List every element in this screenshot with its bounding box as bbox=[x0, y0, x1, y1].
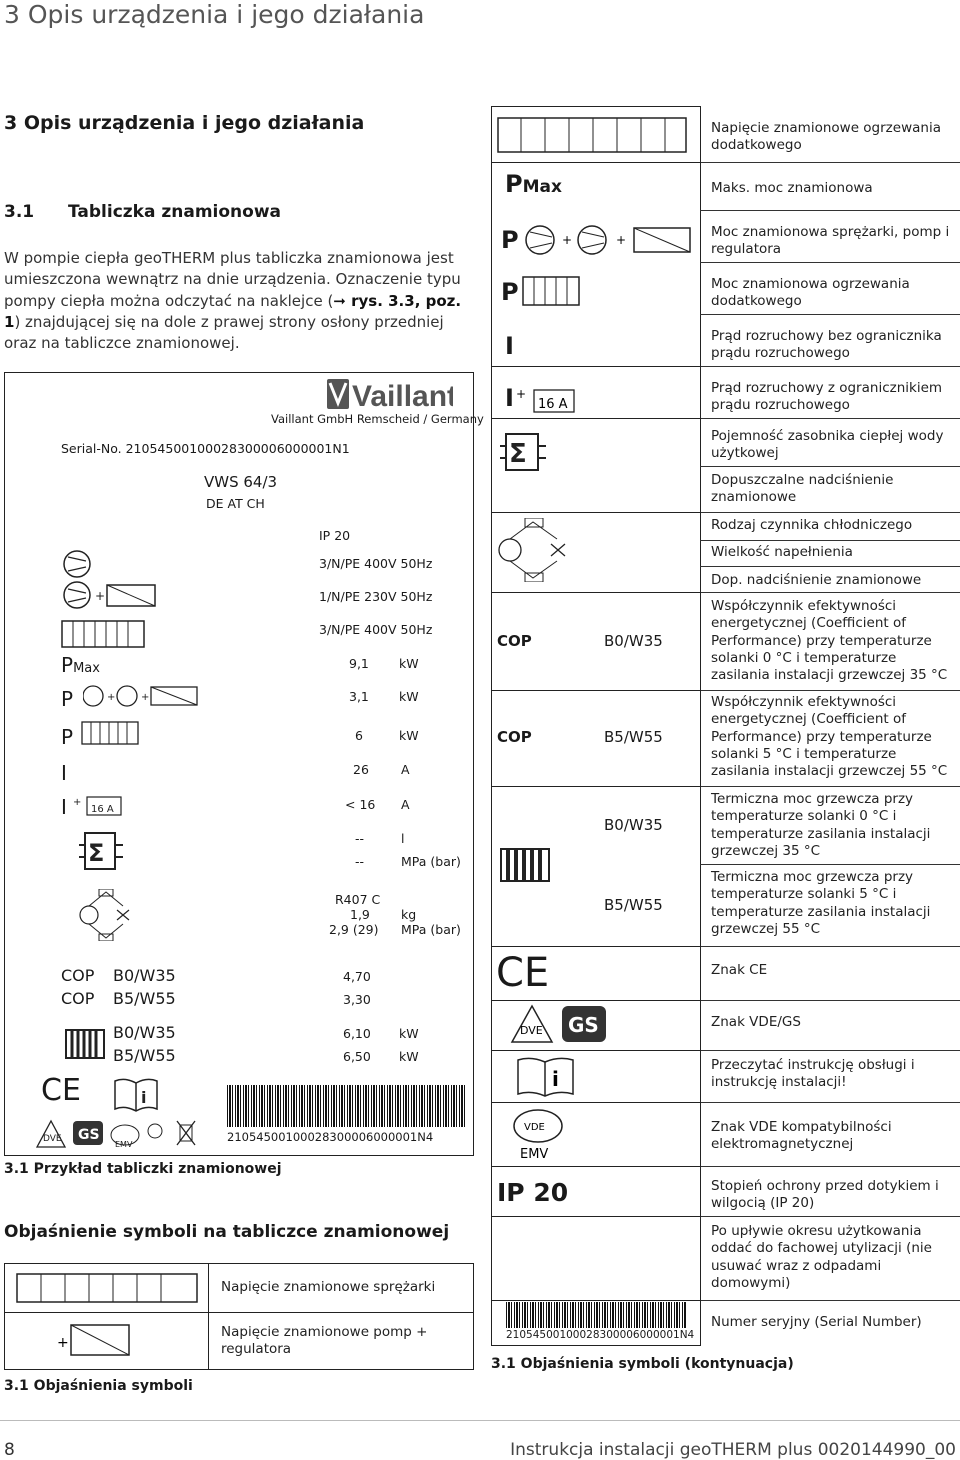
svg-text:16 A: 16 A bbox=[538, 397, 568, 412]
r-cop1-cond: B0/W35 bbox=[604, 632, 663, 650]
fill-value: 1,9 bbox=[350, 907, 370, 922]
r-desc-17: Znak VDE/GS bbox=[711, 1014, 801, 1030]
power-symbol bbox=[83, 684, 213, 710]
r-desc-21: Po upływie okresu użytkowania oddać do fachowej utylizacji (nie usuwać wraz z odpadami domowymi) bbox=[711, 1223, 932, 1291]
countries: DE AT CH bbox=[206, 496, 265, 511]
r-pmax-symbol: PMax bbox=[505, 170, 562, 198]
left-row-2 bbox=[4, 1312, 474, 1370]
r-desc-3: Moc znamionowa sprężarki, pomp i regulatora bbox=[711, 224, 950, 258]
p-heater-symbol: P bbox=[61, 725, 74, 749]
r-desc-8: Dopuszczalne nadciśnienie znamionowe bbox=[711, 472, 894, 506]
r-desc-15: Termiczna moc grzewcza przy temperaturze solanki 5 °C i temperaturze zasilania instalacji grzewczej 55 °C bbox=[711, 869, 931, 937]
r-barcode bbox=[506, 1302, 686, 1328]
i-limited-value: < 16 bbox=[345, 797, 376, 812]
svg-text:Σ: Σ bbox=[88, 839, 105, 867]
r-ip20-symbol: IP 20 bbox=[497, 1178, 569, 1207]
svg-text:DVE: DVE bbox=[43, 1134, 62, 1144]
refrigerant-type: R407 C bbox=[335, 892, 381, 907]
svg-text:16 A: 16 A bbox=[91, 804, 114, 815]
r-desc-9: Rodzaj czynnika chłodniczego bbox=[711, 517, 913, 533]
right-caption: 3.1 Objaśnienia symboli (kontynuacja) bbox=[491, 1356, 794, 1372]
tank-volume-unit: l bbox=[401, 831, 405, 846]
heat2-condition: B5/W55 bbox=[113, 1046, 176, 1065]
cop1-label: COP bbox=[61, 966, 95, 985]
r-limiter-symbol bbox=[516, 382, 576, 414]
cop2-condition: B5/W55 bbox=[113, 989, 176, 1008]
cop2-label: COP bbox=[61, 989, 95, 1008]
pump-controller-symbol bbox=[5, 1313, 209, 1369]
r-heater-symbol bbox=[522, 276, 582, 308]
r-desc-12: Współczynnik efektywności energetycznej (Coefficient of Performance) przy temperaturze solanki 0 °C i temperaturze zasilania instalacji grzewczej 35 °C bbox=[711, 598, 948, 684]
svg-text:GS: GS bbox=[78, 1127, 100, 1143]
figure-reference: rys. 3.3, poz. 1 bbox=[4, 291, 462, 331]
intro-text-2: ) znajdującej się na dole z prawej strony osłony przedniej oraz na tabliczce znamionowej. bbox=[4, 312, 444, 353]
svg-text:+: + bbox=[516, 387, 527, 401]
fill-unit: kg bbox=[401, 907, 417, 922]
radiator-symbol bbox=[65, 1027, 105, 1061]
r-cop2-label: COP bbox=[497, 728, 532, 746]
intro-paragraph bbox=[4, 248, 474, 354]
heat1-value: 6,10 bbox=[343, 1026, 371, 1041]
tank-volume-value: -- bbox=[355, 831, 365, 846]
refrigerant-symbol bbox=[79, 889, 133, 941]
svg-text:+: + bbox=[95, 589, 106, 603]
r-heat1-cond: B0/W35 bbox=[604, 816, 663, 834]
arrow-icon: ➞ bbox=[333, 291, 346, 310]
svg-text:i: i bbox=[141, 1088, 147, 1107]
r-desc-22: Numer seryjny (Serial Number) bbox=[711, 1314, 922, 1330]
svg-text:EMV: EMV bbox=[520, 1147, 549, 1162]
r-tank-symbol bbox=[500, 432, 546, 472]
heat2-value: 6,50 bbox=[343, 1049, 371, 1064]
explain-title: Objaśnienie symboli na tabliczce znamionowej bbox=[4, 1222, 450, 1242]
svg-text:+: + bbox=[107, 692, 116, 703]
r-desc-18: Przeczytać instrukcję obsługi i instrukcję instalacji! bbox=[711, 1057, 915, 1091]
ip-rating: IP 20 bbox=[319, 528, 351, 543]
running-header: 3 Opis urządzenia i jego działania bbox=[4, 0, 425, 29]
heat1-condition: B0/W35 bbox=[113, 1023, 176, 1042]
limiter-symbol bbox=[73, 793, 123, 819]
cop1-value: 4,70 bbox=[343, 969, 371, 984]
subsection-title bbox=[4, 202, 281, 222]
r-desc-13: Współczynnik efektywności energetycznej (Coefficient of Performance) przy temperaturze solanki 5 °C i temperaturze zasilania instalacji grzewczej 55 °C bbox=[711, 694, 948, 780]
heater-large-symbol bbox=[497, 116, 689, 156]
pmax-value: 9,1 bbox=[349, 656, 369, 671]
nameplate bbox=[4, 372, 484, 1156]
pmax-p: PMax bbox=[61, 653, 100, 677]
subsection-number: 3.1 bbox=[4, 202, 35, 222]
tank-pressure-unit: MPa (bar) bbox=[401, 854, 461, 869]
cop1-condition: B0/W35 bbox=[113, 966, 176, 985]
p-unit: kW bbox=[399, 689, 419, 704]
voltage-line-3: 3/N/PE 400V 50Hz bbox=[319, 622, 433, 637]
i-symbol: I bbox=[61, 761, 67, 785]
r-ce-mark-icon: CE bbox=[496, 950, 550, 996]
svg-text:GS: GS bbox=[568, 1013, 599, 1037]
plate-barcode-text: 21054500100028300006000001N4 bbox=[227, 1130, 434, 1144]
svg-text:VDE: VDE bbox=[524, 1122, 545, 1133]
svg-text:Σ: Σ bbox=[509, 439, 527, 469]
tank-symbol bbox=[79, 831, 123, 871]
svg-text:+: + bbox=[616, 233, 627, 247]
left-desc-1: Napięcie znamionowe sprężarki bbox=[221, 1279, 436, 1296]
pmax-unit: kW bbox=[399, 656, 419, 671]
manual-icon bbox=[113, 1077, 159, 1113]
r-refrigerant-symbol bbox=[497, 518, 569, 582]
manufacturer: Vaillant GmbH Remscheid / Germany bbox=[271, 412, 484, 426]
i-limited-unit: A bbox=[401, 797, 410, 812]
r-cop2-cond: B5/W55 bbox=[604, 728, 663, 746]
left-desc-2: Napięcie znamionowe pomp + regulatora bbox=[221, 1323, 428, 1357]
brand-text: Vaillant bbox=[352, 380, 453, 411]
figure1-caption: 3.1 Przykład tabliczki znamionowej bbox=[4, 1161, 282, 1177]
refrigerant-pressure-unit: MPa (bar) bbox=[401, 922, 461, 937]
r-manual-icon bbox=[516, 1056, 576, 1098]
intro-text-1: W pompie ciepła geoTHERM plus tabliczka znamionowa jest umieszczona wewnątrz na dnie urządzenia. Oznaczenie typu pompy ciepła można odczytać na naklejce ( bbox=[4, 249, 461, 310]
cop2-value: 3,30 bbox=[343, 992, 371, 1007]
r-desc-16: Znak CE bbox=[711, 962, 768, 978]
svg-text:+: + bbox=[141, 692, 150, 703]
r-barcode-text: 21054500100028300006000001N4 bbox=[506, 1329, 695, 1341]
refrigerant-pressure: 2,9 (29) bbox=[329, 922, 379, 937]
r-p-heater-symbol: P bbox=[501, 278, 519, 306]
serial-number: Serial-No. 21054500100028300006000001N1 bbox=[61, 441, 350, 456]
subsection-text: Tabliczka znamionowa bbox=[68, 202, 282, 222]
r-cop1-label: COP bbox=[497, 632, 532, 650]
r-desc-6: Prąd rozruchowy z ogranicznikiem prądu rozruchowego bbox=[711, 380, 943, 414]
r-i-symbol: I bbox=[505, 332, 514, 360]
voltage-line-2: 1/N/PE 230V 50Hz bbox=[319, 589, 433, 604]
r-desc-2: Maks. moc znamionowa bbox=[711, 180, 873, 196]
heater-mini-symbol bbox=[81, 721, 141, 747]
r-desc-4: Moc znamionowa ogrzewania dodatkowego bbox=[711, 276, 910, 310]
i-unit: A bbox=[401, 762, 410, 777]
tank-pressure-value: -- bbox=[355, 854, 365, 869]
r-desc-14: Termiczna moc grzewcza przy temperaturze solanki 0 °C i temperaturze zasilania instalacji grzewczej 35 °C bbox=[711, 791, 931, 859]
svg-text:+: + bbox=[562, 233, 573, 247]
svg-text:+: + bbox=[73, 797, 82, 808]
section-title: 3 Opis urządzenia i jego działania bbox=[4, 112, 365, 134]
heater-symbol bbox=[5, 1264, 209, 1312]
r-desc-7: Pojemność zasobnika ciepłej wody użytkowej bbox=[711, 428, 944, 462]
r-desc-11: Dop. nadciśnienie znamionowe bbox=[711, 572, 922, 588]
r-vde-gs-icon bbox=[508, 1002, 608, 1046]
r-desc-5: Prąd rozruchowy bez ogranicznika prądu rozruchowego bbox=[711, 328, 942, 362]
svg-text:EMV: EMV bbox=[115, 1140, 133, 1149]
voltage-line-1: 3/N/PE 400V 50Hz bbox=[319, 556, 433, 571]
p-value: 3,1 bbox=[349, 689, 369, 704]
compressor-symbol bbox=[61, 549, 161, 615]
left-row-1 bbox=[4, 1263, 474, 1313]
doc-info: Instrukcja instalacji geoTHERM plus 0020144990_00 bbox=[510, 1440, 956, 1460]
heater-symbol bbox=[61, 620, 147, 650]
plate-barcode bbox=[227, 1085, 465, 1127]
svg-text:DVE: DVE bbox=[520, 1024, 543, 1037]
svg-text:i: i bbox=[552, 1067, 559, 1091]
r-radiator-symbol bbox=[500, 846, 550, 884]
r-desc-10: Wielkość napełnienia bbox=[711, 544, 853, 560]
model: VWS 64/3 bbox=[204, 473, 278, 491]
r-desc-20: Stopień ochrony przed dotykiem i wilgocią (IP 20) bbox=[711, 1178, 939, 1212]
r-emc-icon bbox=[506, 1106, 572, 1162]
r-p-symbol: P bbox=[501, 226, 519, 254]
r-desc-1: Napięcie znamionowe ogrzewania dodatkowego bbox=[711, 120, 941, 154]
heat1-unit: kW bbox=[399, 1026, 419, 1041]
r-heat2-cond: B5/W55 bbox=[604, 896, 663, 914]
i-limited-symbol: I bbox=[61, 795, 67, 819]
heat2-unit: kW bbox=[399, 1049, 419, 1064]
i-value: 26 bbox=[353, 762, 369, 777]
ce-mark-icon: CE bbox=[41, 1073, 81, 1108]
certification-icons bbox=[33, 1117, 203, 1149]
p-symbol: P bbox=[61, 687, 74, 711]
vaillant-logo bbox=[327, 377, 453, 415]
svg-text:+: + bbox=[57, 1335, 69, 1351]
left-caption: 3.1 Objaśnienia symboli bbox=[4, 1378, 193, 1394]
p-heater-unit: kW bbox=[399, 728, 419, 743]
page-number: 8 bbox=[4, 1440, 15, 1460]
p-heater-value: 6 bbox=[355, 728, 363, 743]
r-power-symbol bbox=[524, 224, 694, 256]
r-desc-19: Znak VDE kompatybilności elektromagnetycznej bbox=[711, 1119, 892, 1153]
r-i-limited-symbol: I bbox=[505, 384, 514, 412]
